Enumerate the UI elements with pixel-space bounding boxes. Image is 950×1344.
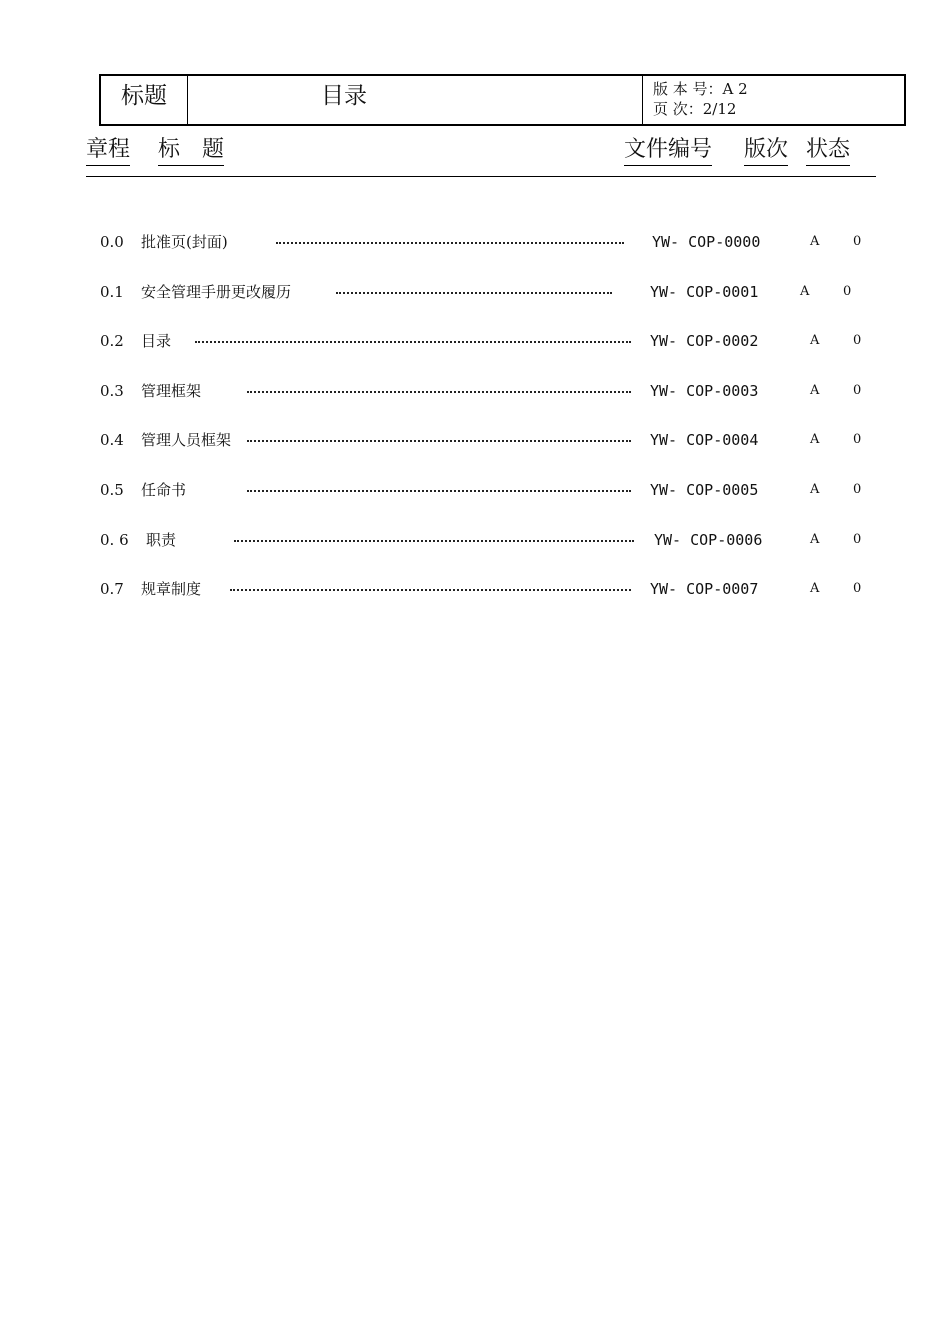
version-number: 版 本 号：A 2 [653, 80, 748, 98]
toc-version: A [810, 234, 820, 249]
toc-version: A [800, 284, 810, 299]
toc-number: 0.4 [100, 431, 124, 449]
toc-number: 0.2 [100, 332, 124, 350]
toc-row[interactable] [0, 379, 950, 403]
toc-status: 0 [853, 482, 862, 497]
dot-leader [234, 540, 634, 542]
column-header-title: 标 题 [158, 136, 224, 166]
header-label: 标题 [101, 76, 188, 124]
toc-doc-number: YW- COP-0005 [650, 481, 759, 499]
toc-status: 0 [853, 532, 862, 547]
dot-leader [336, 292, 612, 294]
dot-leader [195, 341, 631, 343]
toc-row[interactable] [0, 329, 950, 353]
toc-row[interactable] [0, 528, 950, 552]
toc-doc-number: YW- COP-0000 [652, 233, 761, 251]
header-title: 目录 [321, 83, 367, 109]
toc-status: 0 [853, 333, 862, 348]
column-header-chapter: 章程 [86, 136, 130, 166]
toc-version: A [810, 333, 820, 348]
toc-status: 0 [843, 284, 852, 299]
dot-leader [276, 242, 624, 244]
toc-row[interactable] [0, 478, 950, 502]
toc-number: 0.7 [100, 580, 124, 598]
dot-leader [247, 490, 631, 492]
toc-version: A [810, 532, 820, 547]
toc-title[interactable]: 规章制度 [141, 580, 202, 598]
dot-leader [247, 391, 631, 393]
dot-leader [247, 440, 631, 442]
toc-title[interactable]: 批准页(封面) [141, 233, 228, 251]
header-divider [86, 176, 876, 177]
toc-number: 0.5 [100, 481, 124, 499]
dot-leader [230, 589, 631, 591]
toc-doc-number: YW- COP-0007 [650, 580, 759, 598]
toc-version: A [810, 581, 820, 596]
toc-version: A [810, 482, 820, 497]
column-header-doc-no: 文件编号 [624, 136, 712, 166]
toc-status: 0 [853, 383, 862, 398]
toc-row[interactable] [0, 577, 950, 601]
page-number: 页 次：2/12 [653, 100, 737, 118]
toc-doc-number: YW- COP-0004 [650, 431, 759, 449]
toc-number: 0.0 [100, 233, 124, 251]
toc-row[interactable] [0, 280, 950, 304]
column-header-version: 版次 [744, 136, 788, 166]
toc-title[interactable]: 任命书 [141, 481, 187, 499]
toc-number: 0. 6 [100, 531, 129, 549]
toc-doc-number: YW- COP-0001 [650, 283, 759, 301]
toc-status: 0 [853, 432, 862, 447]
toc-title[interactable]: 管理框架 [141, 382, 202, 400]
toc-doc-number: YW- COP-0006 [654, 531, 763, 549]
toc-status: 0 [853, 581, 862, 596]
toc-title[interactable]: 职责 [146, 531, 177, 549]
toc-row[interactable] [0, 428, 950, 452]
toc-doc-number: YW- COP-0002 [650, 332, 759, 350]
toc-title[interactable]: 安全管理手册更改履历 [141, 283, 292, 301]
toc-title[interactable]: 目录 [141, 332, 172, 350]
toc-version: A [810, 432, 820, 447]
header-meta [642, 76, 904, 124]
toc-status: 0 [853, 234, 862, 249]
toc-doc-number: YW- COP-0003 [650, 382, 759, 400]
toc-row[interactable] [0, 230, 950, 254]
column-header-status: 状态 [806, 136, 850, 166]
toc-version: A [810, 383, 820, 398]
document-header [99, 74, 906, 126]
toc-number: 0.1 [100, 283, 124, 301]
toc-number: 0.3 [100, 382, 124, 400]
toc-title[interactable]: 管理人员框架 [141, 431, 232, 449]
